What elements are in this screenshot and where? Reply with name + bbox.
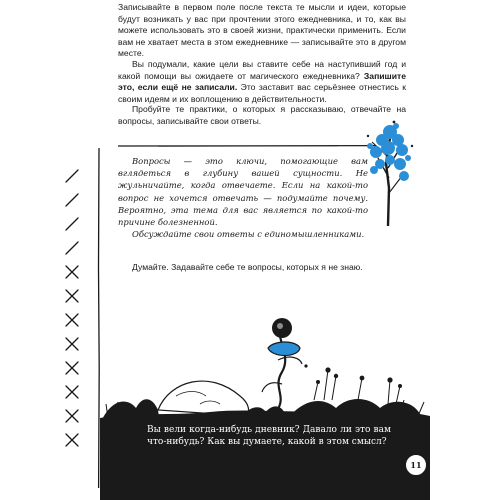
- goals-text-start: Вы подумали, какие цели вы ставите себе на наступивший год и какой помощи вы ожидаете от магического ежедневника?: [118, 59, 406, 81]
- paragraph-practice: Пробуйте те практики, о которых я рассказываю, отвечайте на вопросы, записывайте свои ответы.: [118, 104, 406, 126]
- paragraph-instructions: Записывайте в первом поле после текста те мысли и идеи, которые будут возникать у вас при прочтении этого ежедневника, и то, как вы можете использовать это в своей жизни, практически применить. Если вам не хватает места в этом ежедневнике — записывайте это в другом месте.: [118, 2, 406, 59]
- quote-paragraph-2: Обсуждайте свои ответы с единомышленниками.: [132, 229, 365, 240]
- divider-line: [118, 144, 376, 148]
- goals-text-bold: Запишите это, если ещё не записали.: [118, 70, 406, 93]
- quote-paragraph-1: Вопросы — это ключи, помогающие вам вглядеться в глубину вашей сущности. Не жульничайте, когда отвечаете. Если на какой-то вопрос не хочется отвечать — подумайте почему. Вероятно, эта тема для вас является по какой-то причине болезненной.: [118, 156, 368, 228]
- ground-illustration: [100, 300, 430, 500]
- paragraph-goals: [118, 59, 406, 105]
- italic-quote: [118, 155, 368, 240]
- goals-text-end: Это заставит вас серьёзнее отнестись к своим идеям и их воплощению в действительности.: [118, 82, 406, 104]
- question-text: Вы вели когда-нибудь дневник? Давало ли это вам что-нибудь? Как вы думаете, какой в этом смысл?: [147, 425, 391, 447]
- think-line: Думайте. Задавайте себе те вопросы, которых я не знаю.: [132, 262, 363, 272]
- margin-tally-marks: [62, 160, 92, 460]
- page-number: 11: [405, 454, 427, 476]
- blue-tree-illustration: [360, 118, 420, 228]
